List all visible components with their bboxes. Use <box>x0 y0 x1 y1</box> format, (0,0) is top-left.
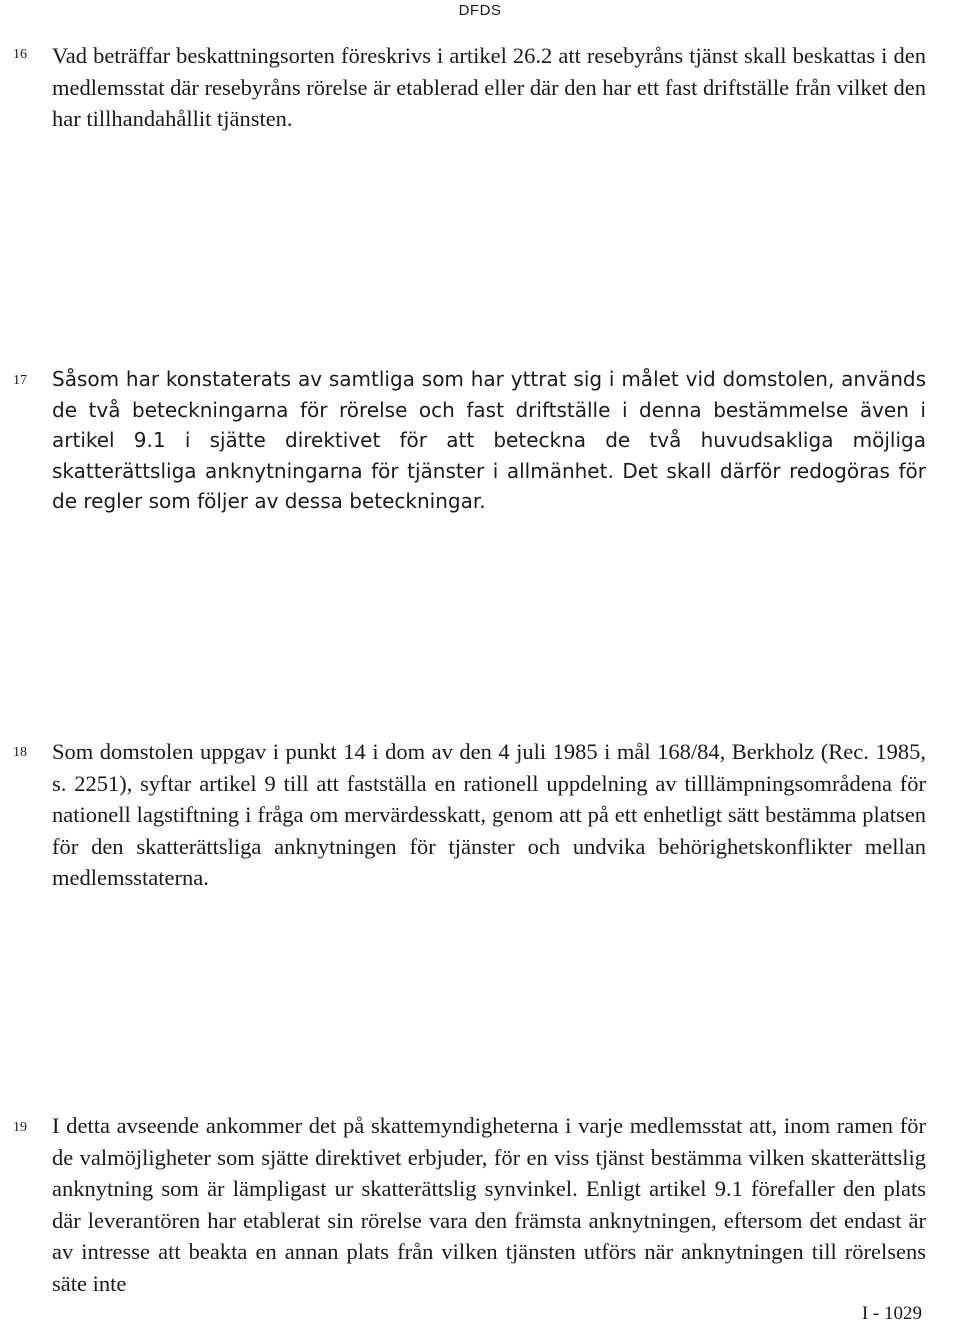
paragraph-16 <box>52 40 926 135</box>
paragraph-19 <box>52 1110 926 1299</box>
paragraph-text: I detta avseende ankommer det på skattemyndigheterna i varje medlemsstat att, inom ramen för de valmöjligheter som sjätte direktivet erbjuder, för en viss tjänst bestämma vilken skatterättslig anknytning som är lämpligast ur skatterättslig synvinkel. Enligt artikel 9.1 förefaller den plats där leverantören har etablerat sin rörelse vara den främsta anknytningen, eftersom det endast är av intresse att beakta en annan plats från vilken tjänsten utförs när anknytningen till rörelsens säte inte <box>52 1113 926 1296</box>
page-number: I - 1029 <box>861 1303 922 1324</box>
paragraph-number: 19 <box>13 1120 27 1135</box>
paragraph-number: 17 <box>13 373 27 388</box>
paragraph-text: Som domstolen uppgav i punkt 14 i dom av den 4 juli 1985 i mål 168/84, Berkholz (Rec. 1985, s. 2251), syftar artikel 9 till att fastställa en rationell uppdelning av tilllämpningsområdena för nationell lagstiftning i fråga om mervärdesskatt, genom att på ett enhetligt sätt bestämma platsen för den skatterättsliga anknytningen för tjänster och undvika behörighetskonflikter mellan medlemsstaterna. <box>52 739 926 890</box>
running-header: DFDS <box>458 2 502 19</box>
paragraph-18 <box>52 736 926 894</box>
paragraph-text: Såsom har konstaterats av samtliga som har yttrat sig i målet vid domstolen, används de två beteckningarna för rörelse och fast driftställe i denna bestämmelse även i artikel 9.1 i sjätte direktivet för att beteckna de två huvudsakliga möjliga skatterättsliga anknytningarna för tjänster i allmänhet. Det skall därför redogöras för de regler som följer av dessa beteckningar. <box>52 367 926 513</box>
paragraph-text: Vad beträffar beskattningsorten föreskrivs i artikel 26.2 att resebyråns tjänst skall beskattas i den medlemsstat där resebyråns rörelse är etablerad eller där den har ett fast driftställe från vilket den har tillhandahållit tjänsten. <box>52 43 926 131</box>
paragraph-number: 16 <box>13 47 27 62</box>
paragraph-number: 18 <box>13 745 27 760</box>
paragraph-17 <box>52 364 926 517</box>
